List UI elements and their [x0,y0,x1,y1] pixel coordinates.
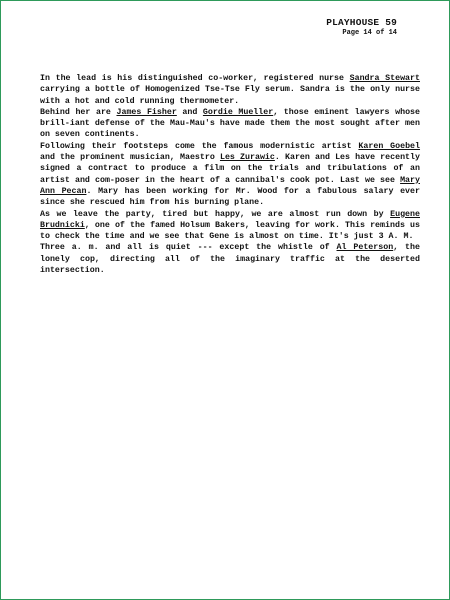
paragraph [40,73,420,107]
text-run: , those eminent lawyers whose brill-iant defense of the Mau-Mau's have made them the most sought after men on seven continents. [40,107,421,140]
person-name: Les Zurawic [219,153,275,163]
text-run: . Mary has been working for Mr. Wood for a fabulous salary ever since she rescued him from his burning plane. [40,186,420,208]
person-name: Karen Goebel [358,141,421,151]
person-name: Eugene Brudnicki [40,209,420,230]
paragraph [40,209,420,243]
paragraph [40,242,420,276]
text-run: , one of the famed Holsum Bakers, leaving for work. This reminds us to check the time and we see that Gene is almost on time. It's just 3 A. M. [40,220,420,242]
document-title: PLAYHOUSE 59 [326,17,397,28]
text-run: , the lonely cop, directing all of the imaginary traffic at the deserted intersection. [40,243,420,276]
text-run: and [176,107,203,117]
text-run: Following their footsteps come the famous modernistic artist [40,141,359,151]
text-run: Behind her are [40,107,117,117]
text-run: In the lead is his distinguished co-worker, registered nurse [40,74,350,83]
text-run: As we leave the party, tired but happy, we are almost run down by [40,209,391,219]
person-name: Al Peterson [336,243,394,253]
text-run: . Karen and Les have recently signed a contract to produce a film on the trials and tribulations of an artist and com-poser in the heart of a cannibal's cook pot. Last we see [40,153,420,185]
person-name: Mary Ann Pecan [40,175,420,196]
paragraph [40,141,420,209]
page-header [326,17,397,37]
page-number: Page 14 of 14 [342,29,397,37]
text-run: Three a. m. and all is quiet --- except the whistle of [40,243,337,253]
paragraph [40,107,420,141]
person-name: James Fisher [116,107,177,117]
document-body [40,73,420,276]
person-name: Gordie Mueller [202,107,274,117]
text-run: and the prominent musician, Maestro [40,153,220,163]
text-run: carrying a bottle of Homogenized Tse-Tse Fly serum. Sandra is the only nurse with a hot and cold running thermometer. [40,85,420,106]
person-name: Sandra Stewart [349,74,420,83]
